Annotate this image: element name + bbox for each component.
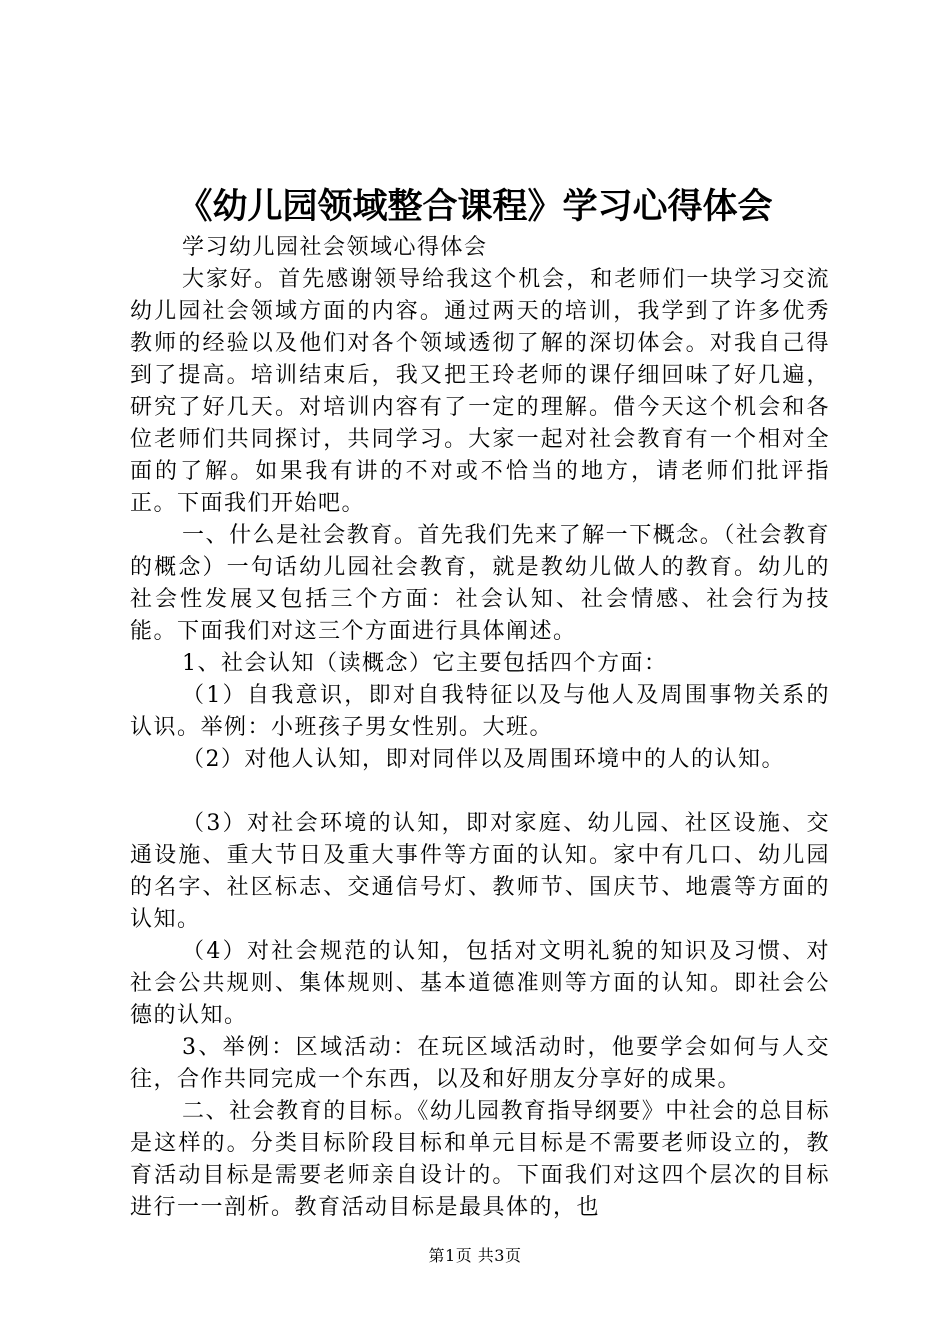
paragraph-item-2: （2）对他人认知，即对同伴以及周围环境中的人的认知。 <box>182 747 785 772</box>
blank-line <box>130 776 830 808</box>
paragraph-example: 3、举例：区域活动：在玩区域活动时，他要学会如何与人交往，合作共同完成一个东西，以及和好朋友分享好的成果。 <box>130 1035 830 1092</box>
page-title: 《幼儿园领域整合课程》学习心得体会 <box>177 187 773 227</box>
paragraph-item-1: （1）自我意识，即对自我特征以及与他人及周围事物关系的认识。举例：小班孩子男女性别。大班。 <box>130 683 830 740</box>
paragraph-social-cognition: 1、社会认知（读概念）它主要包括四个方面： <box>182 651 668 676</box>
paragraph-intro: 大家好。首先感谢领导给我这个机会，和老师们一块学习交流幼儿园社会领域方面的内容。通过两天的培训，我学到了许多优秀教师的经验以及他们对各个领域透彻了解的深切体会。对我自己得到了提高。培训结束后，我又把王玲老师的课仔细回味了好几遍，研究了好几天。对培训内容有了一定的理解。借今天这个机会和各位老师们共同探讨，共同学习。大家一起对社会教育有一个相对全面的了解。如果我有讲的不对或不恰当的地方，请老师们批评指正。下面我们开始吧。 <box>130 267 830 516</box>
paragraph-section-2: 二、社会教育的目标。《幼儿园教育指导纲要》中社会的总目标是这样的。分类目标阶段目标和单元目标是不需要老师设立的，教育活动目标是需要老师亲自设计的。下面我们对这四个层次的目标进行一一剖析。教育活动目标是最具体的，也 <box>130 1099 830 1220</box>
document-subtitle: 学习幼儿园社会领域心得体会 <box>182 235 488 260</box>
page-number: 第1页 共3页 <box>428 1246 522 1265</box>
paragraph-section-1: 一、什么是社会教育。首先我们先来了解一下概念。（社会教育的概念）一句话幼儿园社会教育，就是教幼儿做人的教育。幼儿的社会性发展又包括三个方面：社会认知、社会情感、社会行为技能。下面我们对这三个方面进行具体阐述。 <box>130 523 830 644</box>
document-body <box>130 232 830 1224</box>
paragraph-item-3: （3）对社会环境的认知，即对家庭、幼儿园、社区设施、交通设施、重大节日及重大事件等方面的认知。家中有几口、幼儿园的名字、社区标志、交通信号灯、教师节、国庆节、地震等方面的认知。 <box>130 811 830 932</box>
paragraph-item-4: （4）对社会规范的认知，包括对文明礼貌的知识及习惯、对社会公共规则、集体规则、基本道德准则等方面的认知。即社会公德的认知。 <box>130 939 830 1028</box>
